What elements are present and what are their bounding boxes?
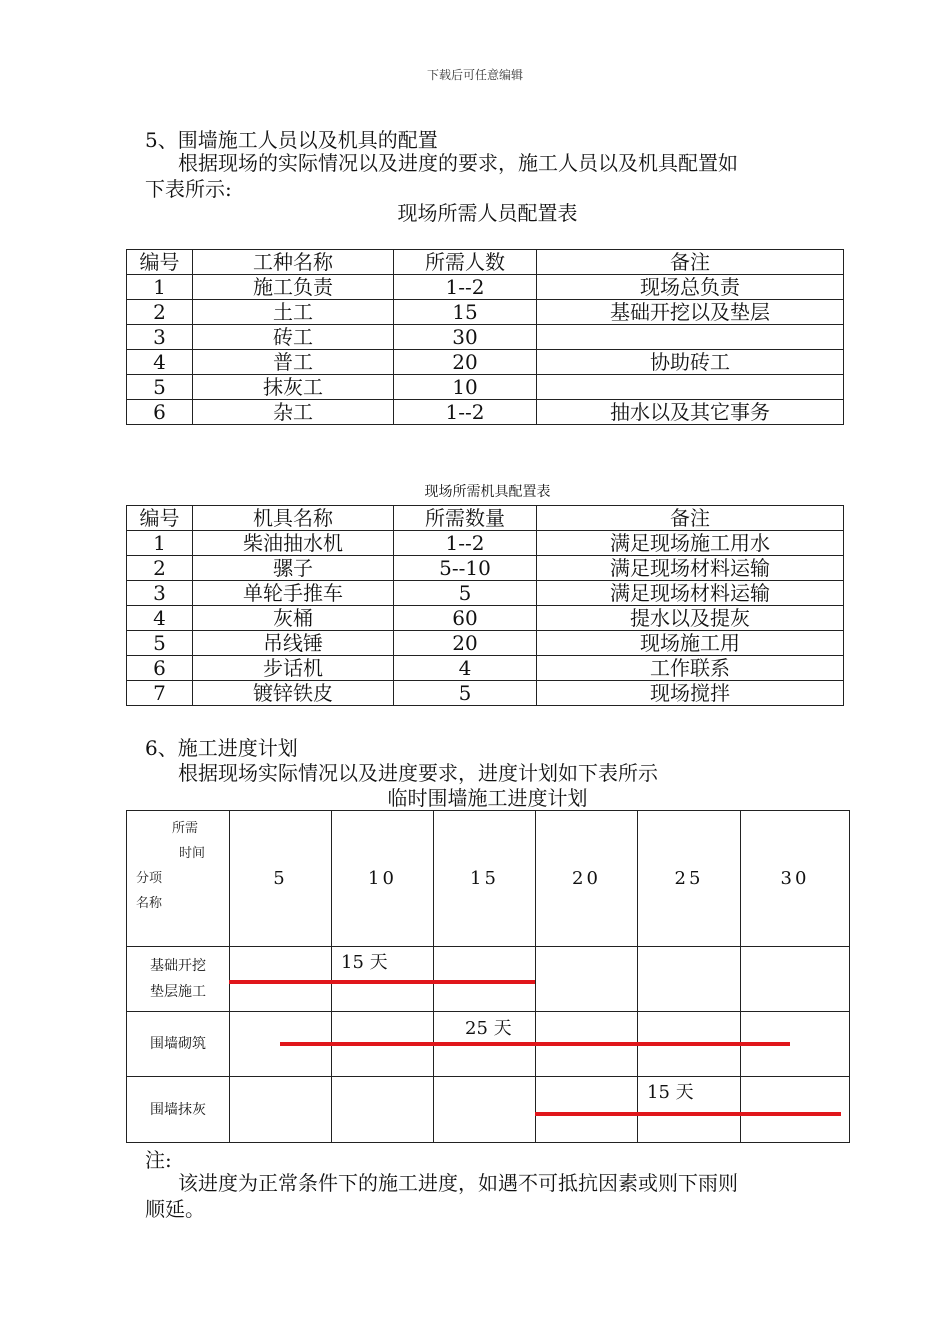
table-row (127, 300, 844, 325)
table-cell: 施工负责 (193, 275, 394, 300)
corner-label: 分项 (136, 871, 163, 886)
table-row (127, 400, 844, 425)
section5-paragraph-line1: 根据现场的实际情况以及进度的要求，施工人员以及机具配置如 (178, 151, 738, 175)
table-cell: 步话机 (193, 656, 394, 681)
table-cell: 杂工 (193, 400, 394, 425)
gantt-bar (535, 1112, 841, 1116)
time-tick-cell: 30 (741, 811, 850, 947)
table-cell: 砖工 (193, 325, 394, 350)
table-cell: 1--2 (394, 275, 537, 300)
task-name-line: 垫层施工 (150, 984, 206, 1000)
table-row (127, 606, 844, 631)
table-cell: 满足现场材料运输 (537, 556, 844, 581)
table-header-row (127, 250, 844, 275)
corner-label: 所需 (172, 821, 199, 836)
table-cell: 3 (127, 325, 193, 350)
schedule-cell (230, 1077, 332, 1143)
section5-heading: 5、围墙施工人员以及机具的配置 (145, 128, 438, 152)
gantt-bar (280, 1042, 790, 1046)
table-cell: 现场总负责 (537, 275, 844, 300)
table-cell: 4 (394, 656, 537, 681)
table-cell: 吊线锤 (193, 631, 394, 656)
table-cell: 满足现场施工用水 (537, 531, 844, 556)
table-cell: 30 (394, 325, 537, 350)
table-cell: 普工 (193, 350, 394, 375)
personnel-table (126, 249, 844, 425)
header-cell: 所需数量 (394, 506, 537, 531)
notes-label: 注: (145, 1148, 172, 1172)
table-row (127, 631, 844, 656)
schedule-cell (332, 1077, 434, 1143)
table-cell: 4 (127, 350, 193, 375)
table-cell: 5 (127, 375, 193, 400)
table-cell: 2 (127, 556, 193, 581)
task-duration-label: 25 天 (465, 1018, 512, 1039)
table-cell: 1--2 (394, 531, 537, 556)
table-row (127, 556, 844, 581)
schedule-cell (536, 1077, 638, 1143)
time-tick-cell: 20 (536, 811, 638, 947)
table-cell: 1 (127, 531, 193, 556)
section5-paragraph-line2: 下表所示: (145, 177, 232, 201)
schedule-cell (741, 1077, 850, 1143)
table-cell (537, 375, 844, 400)
table-cell: 单轮手推车 (193, 581, 394, 606)
table-cell: 5 (394, 681, 537, 706)
equipment-table (126, 505, 844, 706)
schedule-task-row (127, 1077, 850, 1143)
header-cell: 编号 (127, 250, 193, 275)
task-name-line: 围墙抹灰 (150, 1101, 206, 1118)
table-cell: 3 (127, 581, 193, 606)
table-row (127, 350, 844, 375)
notes-line1: 该进度为正常条件下的施工进度，如遇不可抵抗因素或则下雨则 (178, 1171, 738, 1195)
task-name-cell (127, 1077, 230, 1143)
schedule-cell (536, 947, 638, 1012)
table-row (127, 656, 844, 681)
table-cell: 6 (127, 656, 193, 681)
table-cell: 15 (394, 300, 537, 325)
table-cell: 灰桶 (193, 606, 394, 631)
time-tick-cell: 15 (434, 811, 536, 947)
table-cell: 镀锌铁皮 (193, 681, 394, 706)
task-duration-label: 15 天 (647, 1082, 694, 1103)
table-cell: 20 (394, 631, 537, 656)
table-cell: 抽水以及其它事务 (537, 400, 844, 425)
table-cell: 7 (127, 681, 193, 706)
table-cell: 工作联系 (537, 656, 844, 681)
table-cell: 60 (394, 606, 537, 631)
table-cell: 基础开挖以及垫层 (537, 300, 844, 325)
header-cell: 机具名称 (193, 506, 394, 531)
table-row (127, 531, 844, 556)
schedule-cell (741, 947, 850, 1012)
table-row (127, 581, 844, 606)
table-cell: 提水以及提灰 (537, 606, 844, 631)
header-cell: 备注 (537, 250, 844, 275)
table-cell: 现场施工用 (537, 631, 844, 656)
task-duration-label: 15 天 (341, 952, 388, 973)
time-tick-cell: 25 (638, 811, 741, 947)
section6-heading: 6、施工进度计划 (145, 736, 298, 760)
schedule-table (126, 810, 850, 1143)
table-cell: 现场搅拌 (537, 681, 844, 706)
table-cell: 协助砖工 (537, 350, 844, 375)
header-note: 下载后可任意编辑 (426, 68, 523, 82)
table-cell: 5 (394, 581, 537, 606)
task-name-line: 基础开挖 (150, 958, 206, 974)
schedule-cell (434, 947, 536, 1012)
table-cell: 2 (127, 300, 193, 325)
schedule-header-row (127, 811, 850, 947)
table-row (127, 681, 844, 706)
section6-paragraph: 根据现场实际情况以及进度要求，进度计划如下表所示 (178, 761, 658, 785)
schedule-cell (638, 947, 741, 1012)
table-cell: 1--2 (394, 400, 537, 425)
schedule-cell (230, 947, 332, 1012)
time-tick-cell: 10 (332, 811, 434, 947)
table-cell: 1 (127, 275, 193, 300)
table-cell: 6 (127, 400, 193, 425)
header-cell: 备注 (537, 506, 844, 531)
table-cell: 柴油抽水机 (193, 531, 394, 556)
corner-label: 名称 (136, 896, 163, 911)
table-header-row (127, 506, 844, 531)
schedule-cell (434, 1077, 536, 1143)
table-cell: 4 (127, 606, 193, 631)
header-cell: 所需人数 (394, 250, 537, 275)
schedule-task-row (127, 947, 850, 1012)
table-row (127, 325, 844, 350)
table-cell: 5--10 (394, 556, 537, 581)
table-cell: 土工 (193, 300, 394, 325)
table-cell: 20 (394, 350, 537, 375)
table-row (127, 275, 844, 300)
table-cell: 骡子 (193, 556, 394, 581)
header-cell: 工种名称 (193, 250, 394, 275)
table-cell (537, 325, 844, 350)
gantt-bar (229, 980, 535, 984)
task-name-cell (127, 1012, 230, 1077)
table-cell: 10 (394, 375, 537, 400)
corner-label: 时间 (179, 846, 206, 861)
personnel-table-title: 现场所需人员配置表 (397, 201, 578, 225)
schedule-table-title: 临时围墙施工进度计划 (387, 786, 588, 810)
table-cell: 满足现场材料运输 (537, 581, 844, 606)
table-cell: 5 (127, 631, 193, 656)
task-name-cell (127, 947, 230, 1012)
table-cell: 抹灰工 (193, 375, 394, 400)
task-name-line: 围墙砌筑 (150, 1036, 206, 1052)
equipment-table-title: 现场所需机具配置表 (424, 484, 551, 500)
time-tick-cell: 5 (230, 811, 332, 947)
table-row (127, 375, 844, 400)
corner-header-cell (127, 811, 230, 947)
notes-line2: 顺延。 (145, 1197, 205, 1221)
header-cell: 编号 (127, 506, 193, 531)
